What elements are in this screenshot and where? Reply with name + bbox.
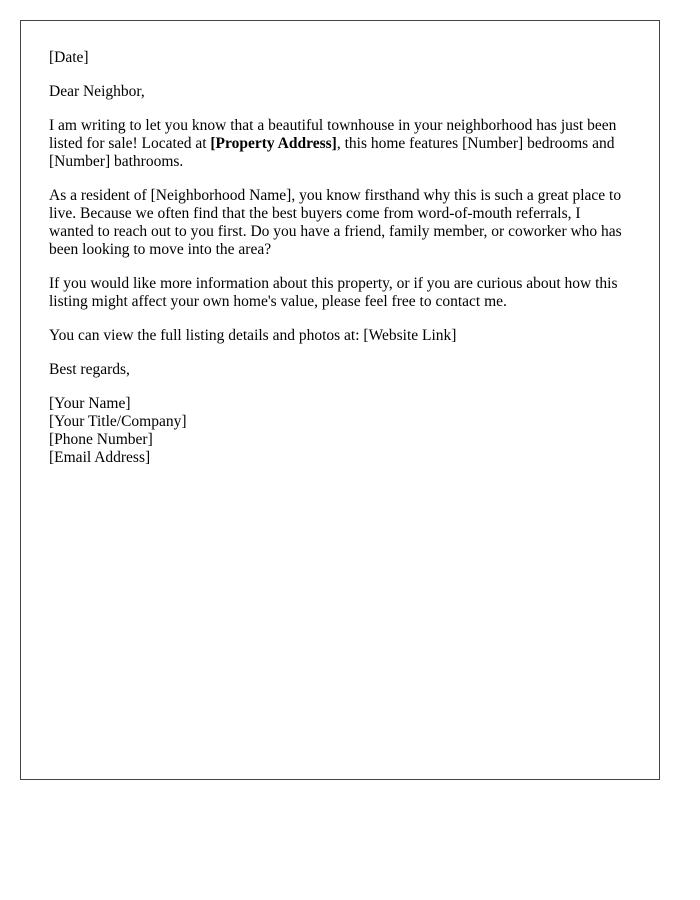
signature-title-company: [Your Title/Company]: [49, 413, 187, 430]
letter-body: [49, 49, 629, 467]
letter-paragraph-listing: [49, 117, 629, 171]
signature-email: [Email Address]: [49, 449, 151, 466]
signature-block: [49, 395, 629, 467]
letter-closing: Best regards,: [49, 361, 130, 378]
signature-name: [Your Name]: [49, 395, 131, 412]
letter-salutation: Dear Neighbor,: [49, 83, 145, 100]
signature-phone: [Phone Number]: [49, 431, 153, 448]
letter-date: [Date]: [49, 49, 89, 66]
letter-paragraph-website: You can view the full listing details and photos at: [Website Link]: [49, 327, 457, 344]
letter-paragraph-neighborhood: As a resident of [Neighborhood Name], you know firsthand why this is such a great place to live. Because we often find that the best buyers come from word-of-mouth referrals, I wanted to reach out to you first. Do you have a friend, family member, or coworker who has been looking to move into the area?: [49, 187, 622, 258]
letter-paragraph-contact: If you would like more information about this property, or if you are curious about how this listing might affect your own home's value, please feel free to contact me.: [49, 275, 618, 310]
listing-features-text: , this home features [Number] bedrooms and [Number] bathrooms.: [49, 135, 615, 170]
listing-intro-text: I am writing to let you know that a beautiful townhouse in your neighborhood has just been listed for sale! Located at: [49, 117, 617, 152]
letter-page: [20, 20, 660, 780]
property-address: [Property Address]: [210, 135, 337, 152]
